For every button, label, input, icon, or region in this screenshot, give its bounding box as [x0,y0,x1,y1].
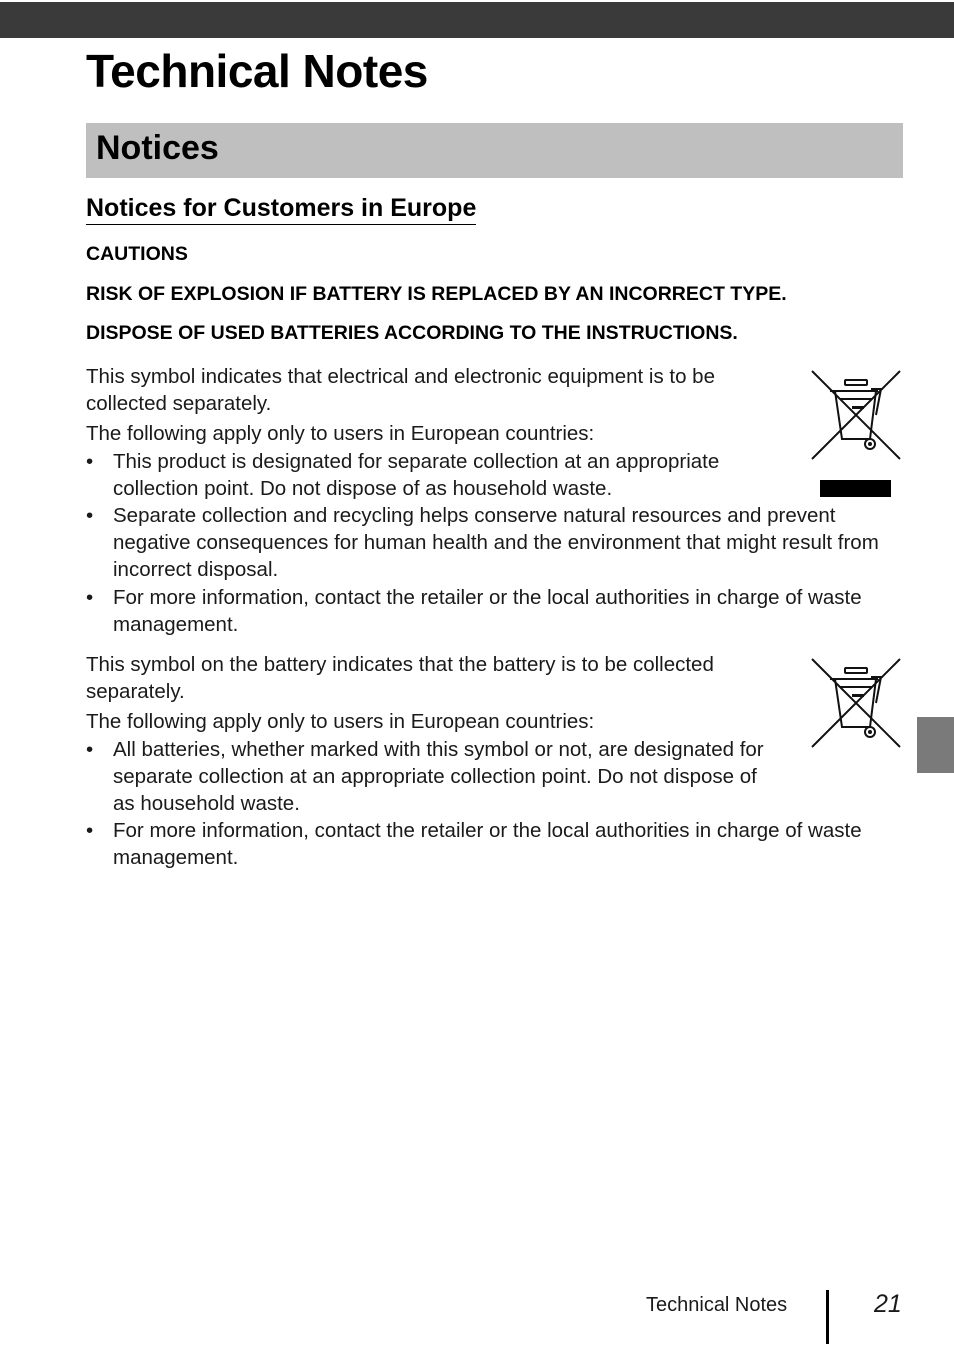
weee-bullet-text: This product is designated for separate collection at an appropriate collection point. Do not dispose of as household waste. [113,449,720,500]
battery-apply: The following apply only to users in European countries: [86,710,595,734]
list-item [86,817,904,871]
weee-notice [86,363,904,638]
battery-bullet-text: For more information, contact the retailer or the local authorities in charge of waste management. [113,819,862,870]
crossed-out-bin-icon [810,657,902,756]
battery-intro: This symbol on the battery indicates that the battery is to be collected separately. [86,653,714,704]
list-item [86,502,904,584]
weee-apply: The following apply only to users in European countries: [86,422,595,446]
caution-dispose: DISPOSE OF USED BATTERIES ACCORDING TO THE INSTRUCTIONS. [86,322,738,344]
battery-bullet-text: All batteries, whether marked with this symbol or not, are designated for separate collection at an appropriate collection point. Do not dispose of as household waste. [113,737,764,816]
caution-explosion: RISK OF EXPLOSION IF BATTERY IS REPLACED BY AN INCORRECT TYPE. [86,283,787,305]
weee-bullet-list [86,448,904,638]
footer-divider [826,1290,829,1344]
chapter-side-tab[interactable] [917,717,954,773]
bullet-glyph: • [86,819,94,843]
crossed-out-wheelie-bin-icon [810,369,902,506]
weee-bullet-text: Separate collection and recycling helps conserve natural resources and prevent negative consequences for human health and the environment that might result from incorrect disposal. [113,504,879,582]
battery-bullet-list [86,736,904,872]
weee-intro: This symbol indicates that electrical and electronic equipment is to be collected separately. [86,365,715,416]
list-item [86,736,783,818]
page-number: 21 [874,1290,902,1318]
top-bar [0,2,954,38]
bullet-glyph: • [86,737,94,761]
cautions-heading: CAUTIONS [86,243,188,265]
bullet-glyph: • [86,585,94,609]
list-item [86,584,904,638]
bullet-glyph: • [86,504,94,528]
list-item [86,448,763,502]
bullet-glyph: • [86,449,94,473]
page-title: Technical Notes [86,45,428,97]
subsection-title: Notices for Customers in Europe [86,193,476,225]
section-band [86,123,903,178]
battery-notice [86,651,904,872]
weee-bullet-text: For more information, contact the retailer or the local authorities in charge of waste management. [113,585,862,636]
section-title: Notices [96,129,219,167]
footer-chapter-label: Technical Notes [646,1294,788,1316]
